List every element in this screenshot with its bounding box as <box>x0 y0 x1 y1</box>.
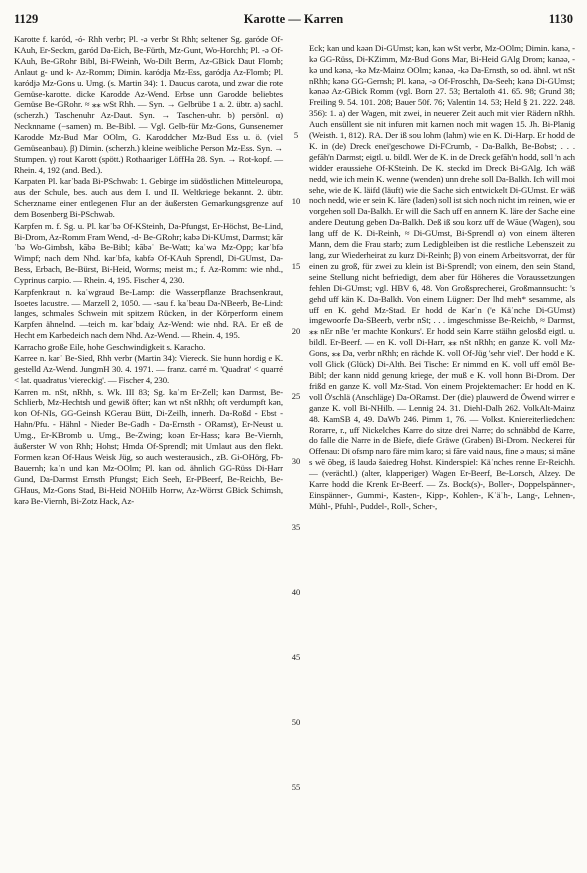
entry-karren-continued: Eck; kan und kəən Di-GUmst; kən, kən wSt verbr, Mz-OOlm; Dimin. kanə, -kə GG-Rüss, Di-KZimm, Mz-Bud Gons Mar, Bi-Heid GAlg Drom; kanəə, -kə und kənə, -kə Mz-Mainz OOlm; kənəə, -kə Da-Ernsth, so od. ähnl. wt nSt nRhh; kənə GG-Gernsh; Pl. kənə, -ə Of-Froschh, Da-Seeh; kənə Di-GUmst; kənəə Az-GBick Romm (vgl. Born 27. 53; Bertaloth 41. 65. 98; Grund 38; Freiling 9. 54. 101. 208; Bauer 50f. 76; Valentin 14. 53; Held § 21. 222. 248. 356): 1. a) der Wagen, mit zwei, in neuerer Zeit auch mit vier Rädern nRhh. Auch ensüllent sie nit infuren mit karnen noch mit wagen 15. Jh. Bi-Planig (Weisth. 1, 812). RA. Der iß sou lohm (lahm) wie en K. Di-Harp. Er hodd de K. in (de) Dreck enei'geschowe Di-FCrumb, - Da-Balkh, Be-Bobst; . . . gefāh'n Darmst; eigtl. u. bildl. Wer de K. in de Dreck gefāh'n hodd, soll 'n ach widder eraussiehe Of-KSteinh. De K. steckd im Dreck Bi-GAlg. Ich wäß nedd, wie ich mein K. wenne (wenden) unn drehe soll Da-Balkh. Ich will moi sehe, wie de K. läifd (läuft) wie die Sache sich entwickelt Di-GUmst. Er wäß noch nedd, wie er sein K. lāre (laden) soll ist sich noch nicht im reinen, wie er vorgehen soll Da-Balkh. Er will die Sach uff en annern K. läre der Sache eine andere Deutung geben Da-Balkh. Deß iß sou korz uff de Wāue (Wagen), sou lang uff de K. Di-Reinh, ≈ Di-GUmst, Bi-Sprendl α) von einem älteren Mann, dem die Frau starb; zum Ledigbleiben ist die restliche Lebenszeit zu lang, zur Wiederheirat zu kurz Di-Reinh; β) von einem Arbeitsvorrat, der für einen zu groß, für zwei zu klein ist Bi-Sprendl; von einem, den sein Stand, seine Stellung nicht befriedigt, dem aber für Höheres die Voraussetzungen fehlen Di-GUmst; vgl. HBV 6, 48. Von Großsprecherei, Großmannsucht: 's gehd uff kän K. Da-Balkh. Von einem Lügner: Der lhd meh* sesamme, als uff en K. gehd Mz-Stad. Er hodd de Karˈn ('e Käˈnche Di-GUmst) imgewoorfe Da-SBeerb, verbr nSt; . . . imgeschmisse Be-Reichb, ≈ Darmst, ⁎⁎ nEr nBe 'er machte Konkurs'. Er hodd sein Karre stäihn gelosßd eigtl. u. bildl. Er-Beerf. — en K. voll Di-Harr, ⁎⁎ nSt nRhh; en ganze K. voll Mz-Gons, ⁎⁎ Da, verbr nRhh; en rächde K. voll Of-Jüg 'sehr viel'. Der hodd e K. voll Glick (Glück) Di-Alth. Bei Tische: Er nimmd en K. voll uff emöl Be-Bibl; der kann nidd genung kriege, der muß e K. voll honn Bi-Drom. Der frißd en ganze K. voll Mz-Stad. Von einem Projektemacher: Er hodd en K. voll Ö'schlä (Anschläge) Da-ORamst. Der (die) plauwerd de Öwend wirrer e ganze K. voll Bi-NHilb. — Lennig 24. 31. Diehl-Dalh 262. VolkAlt-Mainz 48. KamSB 4, 49. DaWb 246. Pimm 1, 76. — Volkst. Kniereiterliedchen: Rorarre, r., uff Nickelches Karre do sitze drei Narre; do schnäbbd de Karre, do falle die Narre in de Biefe, diefe Gräwe (Graben) Bi-Drom. Neckerei für Offenau: Di ofsmp naro färe mim karo; si fāre vaid naus, fine ə maus; si māne s wē ōbeg, iš laudə šaiedreg Hohst. Kinderspiel: Käˈnches renne Er-Reichh. — (verächtl.) (alter, klapperiger) Wagen Er-Beerf, Be-Lorsch, Alzey. De Karre hodd die Krenk Er-Beerf. — Zs. Bock(s)-, Boller-, Doppelspänner-, Einspänner-, Gummi-, Kasten-, Kipp-, Kohlen-, Kˈäˈh-, Lang-, Lehnen-, Mühl-, Pfuhl-, Puddel-, Roll-, Scher-, <box>309 42 575 511</box>
line-number: 20 <box>291 326 301 336</box>
line-number: 45 <box>291 652 301 662</box>
line-number-gutter <box>287 34 305 864</box>
left-column <box>14 34 283 507</box>
entry-karpfenkraut: Karpfenkraut n. kaˈwgraud Be-Lamp: die Wasserpflanze Brachsenkraut, Isoetes lacustre. — Marzell 2, 1050. — -sau f. kaˈbeau Da-NBeerb, Be-Lind: langes, schmales Schwein mit spitzem Rücken, in der Körperform einem Karpfen ähnelnd. —teich m. karˈbdaiχ Az-Wend: wie nhd. RA. Er eß de Hecht em Karbedeich nach dem Nhd. Az-Wend. — Rhein. 4, 195. <box>14 286 283 341</box>
page-number-left: 1129 <box>14 12 39 26</box>
running-title: Karotte — Karren <box>243 12 344 26</box>
entry-karpaten: Karpaten Pl. karˈbada Bi-PSchwab: 1. Gebirge im südöstlichen Mitteleuropa, aus der Schule, bes. auch aus dem I. und II. Weltkriege bekannt. 2. übtr. Scherzname einer entlegenen Flur an der äußersten Gemarkungsgrenze auf dem Bosenberg Bi-PSchwab. <box>14 176 283 220</box>
line-number: 25 <box>291 391 301 401</box>
page-number-right: 1130 <box>548 12 573 26</box>
line-number: 40 <box>291 587 301 597</box>
page-header <box>14 6 573 28</box>
entry-karracho: Karracho große Eile, hohe Geschwindigkeit s. Karacho. <box>14 341 206 352</box>
entry-karren: Karren m. nSt, nRhh, s. Wk. III 83; Sg. kaˈrn Er-Zell; kən Darmst, Be-Schlierb, Mz-Hechtsh und gewiß öfter; kan wt nSt nRhh; oft verdumpft kən, kon Of-NIs, GG-Geinsh KGerau Bütt, Di-Zeilh, innerh. Da-Roßd - Ebst - Hahn/Pfu. - Hähnl - Nieder Be-Gadh - Da-Ernsth - ORamst), Er-Neust u. Umg., Er-KBromb u. Umg., Be-Zwing; koən Er-Hass; karə Be-Viernh, äußerster W von Rhh; Hohst; Hmda Of-Sprendl; mit Umlaut aus den flekt. Formen kɛən Of-Haus Weisk Jüg, so auch westerausich., zB. Gi-OHörg, Fb-Bauernh; kaˈn und kən Mz-OOlm; Pl. kan od. ähnlich GG-Rüss Di-Harr Gund, Da-Darmst Ernsth Pfungst; Eich Seeh, Er-PBeerf, Be-Reichb, Be-GHaus, Mz-Gons Stad, Bi-Heid NOHilb Horrw, Az-Wörrst GBick Schimsh, karə Be-Viernh, Bi-Zotz Hack, Az- <box>14 386 283 506</box>
line-number: 30 <box>291 456 301 466</box>
entry-karotte: Karotte f. karód, -ó- Rhh verbr; Pl. -ə verbr St Rhh; seltener Sg. garóde Of-KAuh, Er-Seckm, garód Da-Eich, Be-Fürth, Mz-Gunt, Wo-Horchh; Pl. -ə Of-KAuh, Be-GRohr Bibl, Bi-FWeinh, Wo-Dilt Berm, Az-GBick Daut Flomb; Anlaut g- und k- Az-Romm; Dimin. karódja Mz-Ess, garódja Az-Flomb; Pl. karódjə Mz-Gons u. Umg. (s. Martin 34): 1. Daucus carota, und zwar die rote Gemüse-karotte. dicke Karodde Az-Wend. Erbse unn Garodde beliebtes Gemüse Be-GRohr. ≈ ⁎⁎ wSt Rhh. — Syn. → Gelbrübe 1 a. 2. übtr. a) sachl. (scherzh.) Taschenuhr Az-Daut. Syn. → Taschen-uhr. b) persönl. α) Necknname (−samen) m. Be-Bibl. — Vgl. Gelb-für Mz-Gons, Gunsenemer Karodde Mz-Bud Mar OOlm, G. Karoddcher Mz-Bud Ess u. ö. (viel Gemüseanbau). β) Dimin. (scherzh.) kleine weibliche Person Mz-Ess. Syn. → Stumpen. γ) rout Karott (spött.) Rothaariger LöffHa 28. Syn. → Rot-kopf. — Rhein. 4, 192 (and. Bed.). <box>14 34 283 175</box>
line-number: 5 <box>293 130 299 140</box>
line-number: 55 <box>291 782 301 792</box>
line-number: 35 <box>291 522 301 532</box>
entry-karree: Karree n. karˈ Be-Sied, Rhh verbr (Martin 34): Viereck. Sie hunn hordig e K. gestelld Az-Wend. JungmH 30. 4. 1971. — franz. carré m. 'Quadrat' < quarré < lat. quadratus 'viereckig'. — Fischer 4, 230. <box>14 353 283 386</box>
line-number: 15 <box>291 261 301 271</box>
right-column <box>309 34 575 521</box>
line-number: 10 <box>291 196 301 206</box>
line-number: 50 <box>291 717 301 727</box>
entry-karpfen: Karpfen m. f. Sg. u. Pl. karˈbə Of-KSteinh, Da-Pfungst, Er-Höchst, Be-Lind, Bi-Drom, Az-Romm Fram Wend, -d- Be-GRohr; kabə Di-KUmst, Darmst; kārˈbə Wo-Gimbsh, kābə Be-Bibl; kābəˈ Be-Watt; kaˈwə Mz-Opp; karˈbfə Wimpf; nach dem Nhd. karˈbfə, kabfə Of-KAuh Sprendl, Di-GUmst, Da-Bess, Erbach, Be-Bürst, Bi-Heid, Worms; meist m.; f. Az-Romm: wie nhd., Cyprinus carpio. — Rhein. 4, 195. Fischer 4, 230. <box>14 220 283 286</box>
